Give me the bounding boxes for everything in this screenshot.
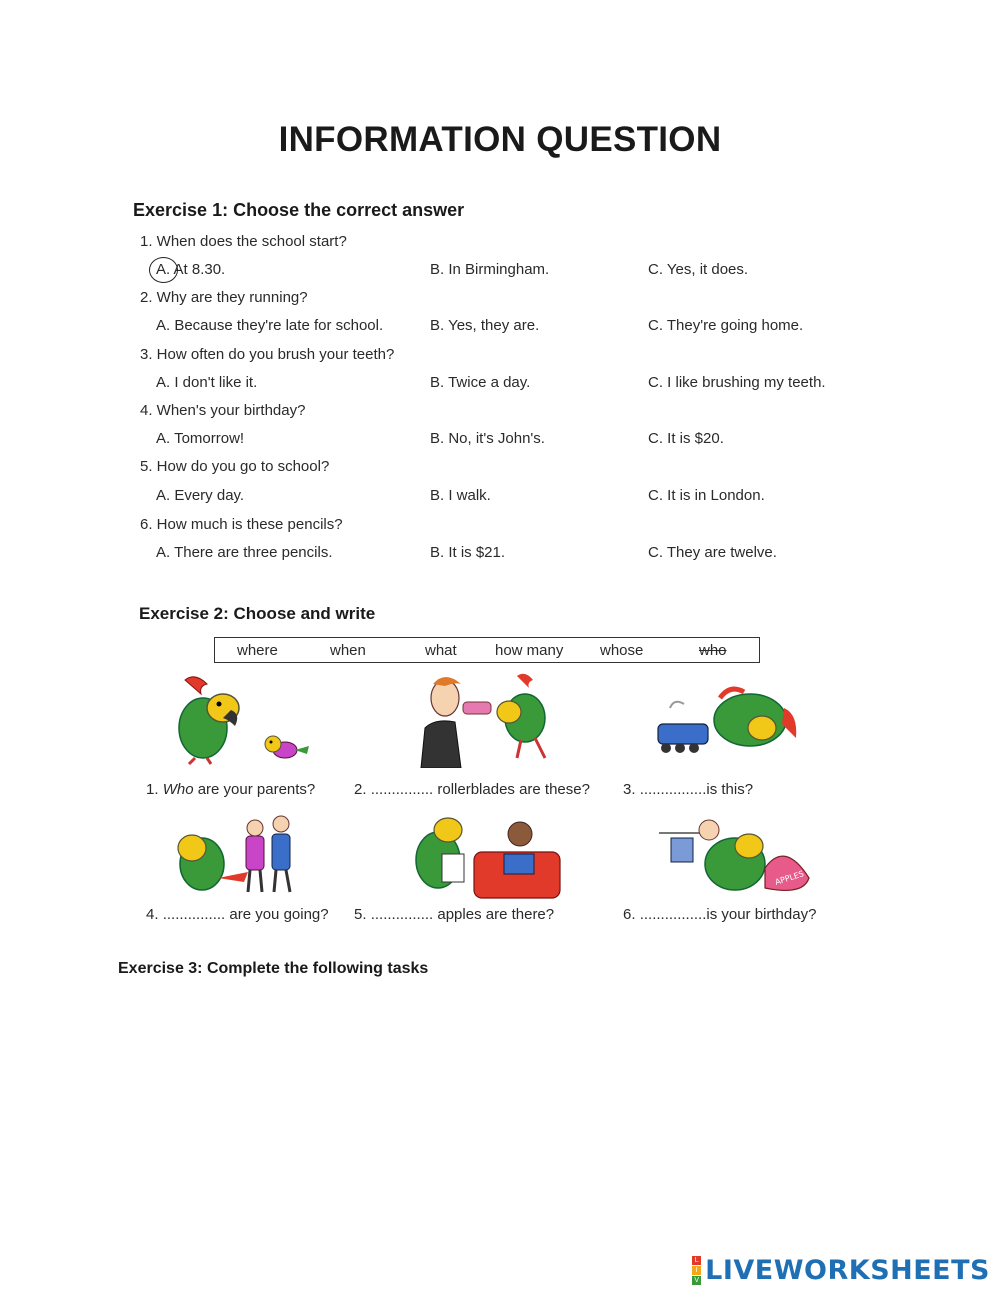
ex1-q1-option-b[interactable]: B. In Birmingham. — [430, 261, 550, 278]
logo-mark-icon: L I V — [692, 1255, 701, 1285]
ex1-q4-option-a[interactable]: A. Tomorrow! — [156, 430, 245, 447]
word-when[interactable]: when — [330, 642, 366, 659]
word-bank — [214, 637, 760, 663]
exercise3-heading: Exercise 3: Complete the following tasks — [118, 960, 429, 977]
blank-2[interactable]: ............... — [370, 781, 434, 798]
ex1-question-6: 6. How much is these pencils? — [140, 516, 343, 533]
blank-5[interactable]: ............... — [370, 906, 434, 923]
ex1-q4-option-b[interactable]: B. No, it's John's. — [430, 430, 545, 447]
ex1-q5-option-b[interactable]: B. I walk. — [430, 487, 491, 504]
exercise2-heading: Exercise 2: Choose and write — [139, 604, 376, 623]
blank-3[interactable]: ................ — [639, 781, 707, 798]
word-what[interactable]: what — [425, 642, 457, 659]
liveworksheets-logo — [692, 1255, 990, 1285]
exercise1-heading: Exercise 1: Choose the correct answer — [133, 200, 465, 220]
word-who-used[interactable]: who — [699, 642, 727, 659]
ex1-q2-option-b[interactable]: B. Yes, they are. — [430, 317, 540, 334]
ex1-q1-option-c[interactable]: C. Yes, it does. — [648, 261, 749, 278]
page-title: INFORMATION QUESTION — [278, 120, 722, 159]
ex1-q6-option-a[interactable]: A. There are three pencils. — [156, 544, 333, 561]
ex1-q6-option-c[interactable]: C. They are twelve. — [648, 544, 777, 561]
parrot-fallen-illustration — [650, 668, 810, 768]
ex1-question-1: 1. When does the school start? — [140, 233, 347, 250]
ex1-question-5: 5. How do you go to school? — [140, 458, 330, 475]
ex1-q1-option-a[interactable]: A. At 8.30. — [156, 261, 226, 278]
ex2-caption-1: 1. Who are your parents? — [146, 781, 316, 798]
ex2-caption-4: 4. ............... are you going? — [146, 906, 329, 923]
ex1-q5-option-a[interactable]: A. Every day. — [156, 487, 245, 504]
word-where[interactable]: where — [237, 642, 278, 659]
ex1-q3-option-a[interactable]: A. I don't like it. — [156, 374, 258, 391]
answer-who: Who — [162, 781, 194, 798]
parrot-apples-illustration — [655, 808, 813, 900]
parrot-parents-illustration — [165, 668, 315, 768]
logo-text: LIVEWORKSHEETS — [705, 1254, 990, 1286]
apples-bag-label: APPLES — [773, 869, 805, 887]
ex2-caption-3: 3. ................is this? — [623, 781, 754, 798]
blank-6[interactable]: ................ — [639, 906, 707, 923]
ex1-q6-option-b[interactable]: B. It is $21. — [430, 544, 506, 561]
blank-4[interactable]: ............... — [162, 906, 226, 923]
word-how-many[interactable]: how many — [495, 642, 564, 659]
ex1-q2-option-c[interactable]: C. They're going home. — [648, 317, 804, 334]
ex1-q4-option-c[interactable]: C. It is $20. — [648, 430, 724, 447]
ex1-q5-option-c[interactable]: C. It is in London. — [648, 487, 765, 504]
ex1-question-2: 2. Why are they running? — [140, 289, 308, 306]
ex2-caption-2: 2. ............... rollerblades are these? — [354, 781, 590, 798]
man-parrot-rollerblades-illustration — [405, 668, 565, 768]
ex1-q3-option-c[interactable]: C. I like brushing my teeth. — [648, 374, 826, 391]
ex1-q3-option-b[interactable]: B. Twice a day. — [430, 374, 531, 391]
ex2-caption-6: 6. ................is your birthday? — [623, 906, 817, 923]
ex1-question-4: 4. When's your birthday? — [140, 402, 306, 419]
word-whose[interactable]: whose — [600, 642, 644, 659]
parrot-skaters-illustration — [168, 808, 313, 900]
ex2-caption-5: 5. ............... apples are there? — [354, 906, 555, 923]
ex1-q2-option-a[interactable]: A. Because they're late for school. — [156, 317, 384, 334]
parrot-girl-reading-illustration — [408, 808, 566, 900]
ex1-question-3: 3. How often do you brush your teeth? — [140, 346, 395, 363]
